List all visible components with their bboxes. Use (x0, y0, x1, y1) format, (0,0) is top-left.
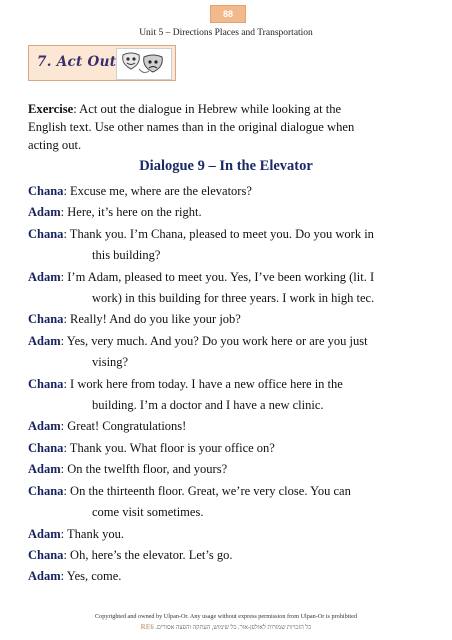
dialogue-line (28, 481, 428, 502)
dialogue-line (28, 524, 428, 545)
line-text: : Here, it’s here on the right. (60, 205, 202, 220)
dialogue-line (28, 224, 428, 245)
dialogue-line (28, 202, 428, 223)
speaker-name: Adam (28, 569, 61, 584)
speaker-name: Chana (28, 226, 64, 241)
line-text: : On the thirteenth floor. Great, we’re very close. You can (63, 483, 351, 498)
dialogue-line-continuation: work) in this building for three years. I work in high tec. (92, 291, 375, 306)
exercise-text: : Act out the dialogue in Hebrew while looking at the English text. Use other names than in the original dialogue when acting out. (28, 102, 355, 152)
footer-hebrew-line (0, 623, 452, 631)
section-header-box (28, 45, 176, 81)
exercise-label: Exercise (28, 102, 74, 116)
speaker-name: Adam (28, 462, 61, 477)
dialogue-line (28, 181, 428, 202)
page-number-badge: 88 (210, 5, 246, 23)
speaker-name: Adam (28, 205, 61, 220)
dialogue-line-continuation: come visit sometimes. (92, 505, 204, 520)
exercise-instructions (28, 100, 374, 154)
footer-code: RE6 (140, 623, 154, 631)
dialogue-line (28, 566, 428, 587)
dialogue-body (28, 181, 428, 588)
speaker-name: Chana (28, 483, 64, 498)
dialogue-line (28, 416, 428, 437)
dialogue-line (28, 331, 428, 352)
speaker-name: Adam (28, 333, 61, 348)
line-text: : Yes, come. (60, 569, 122, 584)
line-text: : Oh, here’s the elevator. Let’s go. (63, 547, 233, 562)
speaker-name: Adam (28, 419, 61, 434)
footer-copyright: Copyrighted and owned by Ulpan-Or. Any usage without express permission from Ulpan-Or is prohibited (95, 613, 357, 620)
running-head: Unit 5 – Directions Places and Transportation (139, 28, 313, 38)
dialogue-line (28, 309, 428, 330)
dialogue-line-continuation: building. I’m a doctor and I have a new clinic. (92, 398, 324, 413)
line-text: : Yes, very much. And you? Do you work here or are you just (60, 333, 368, 348)
speaker-name: Chana (28, 547, 64, 562)
line-text: : Thank you. (60, 526, 124, 541)
line-text: : On the twelfth floor, and yours? (60, 462, 228, 477)
speaker-name: Chana (28, 440, 64, 455)
speaker-name: Chana (28, 312, 64, 327)
dialogue-line-continuation: vising? (92, 355, 129, 370)
dialogue-line (28, 545, 428, 566)
line-text: : Thank you. I’m Chana, pleased to meet you. Do you work in (63, 226, 374, 241)
line-text: : Really! And do you like your job? (63, 312, 241, 327)
dialogue-line (28, 438, 428, 459)
actors-masks-icon (116, 48, 172, 80)
line-text: : I’m Adam, pleased to meet you. Yes, I’ve been working (lit. I (60, 269, 375, 284)
section-title: 7. Act Out (37, 54, 117, 70)
line-text: : Great! Congratulations! (60, 419, 187, 434)
line-text: : I work here from today. I have a new office here in the (63, 376, 343, 391)
dialogue-line (28, 459, 428, 480)
speaker-name: Adam (28, 269, 61, 284)
dialogue-line-continuation: this building? (92, 248, 161, 263)
line-text: : Excuse me, where are the elevators? (63, 184, 252, 198)
footer-hebrew: כל הזכויות שמורות לאולפן-אור. כל שימוש, העתקה והפצה אסורים. (155, 624, 312, 631)
speaker-name: Chana (28, 376, 64, 391)
dialogue-title: Dialogue 9 – In the Elevator (139, 158, 313, 174)
speaker-name: Chana (28, 184, 64, 198)
speaker-name: Adam (28, 526, 61, 541)
line-text: : Thank you. What floor is your office on? (63, 440, 275, 455)
dialogue-line (28, 374, 428, 395)
dialogue-line (28, 267, 428, 288)
